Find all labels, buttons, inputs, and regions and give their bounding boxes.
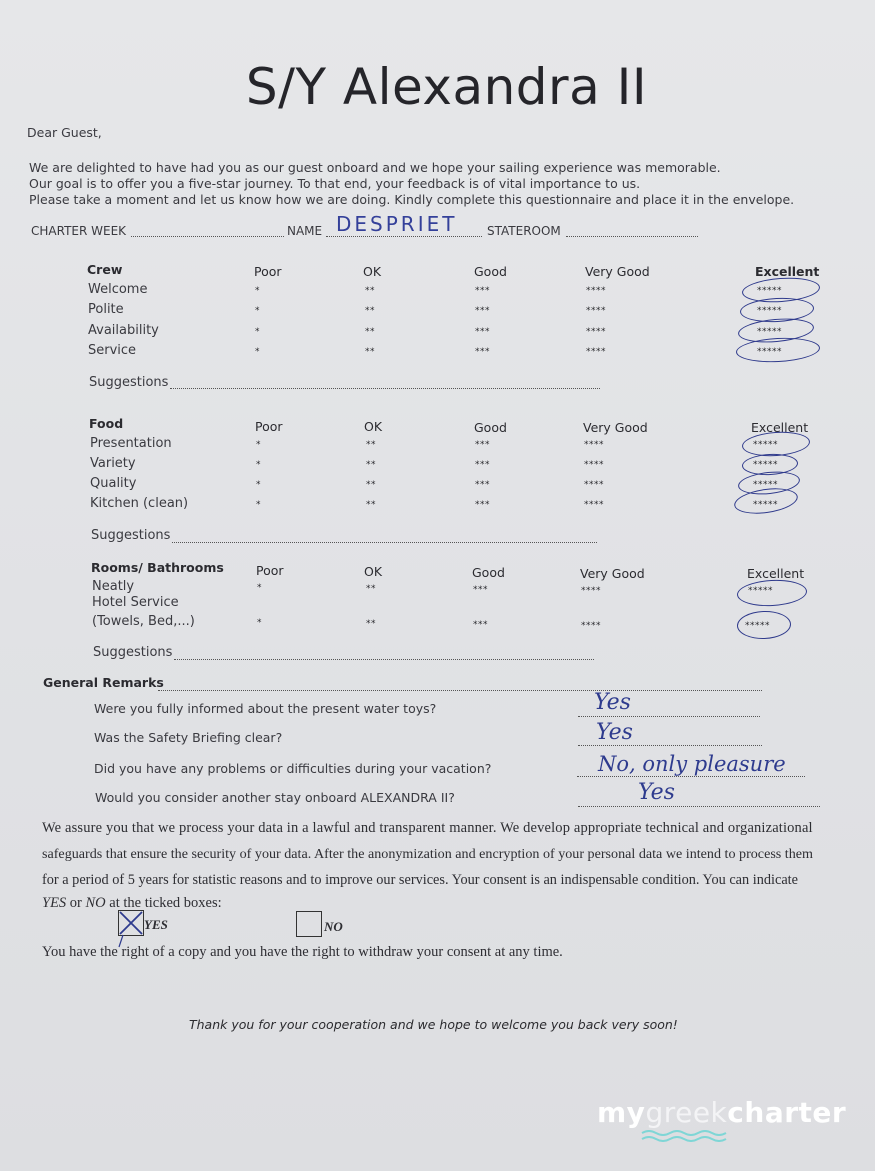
rating-good[interactable]: *** xyxy=(475,500,490,510)
rating-excellent[interactable]: ***** xyxy=(753,500,778,510)
rating-poor[interactable]: * xyxy=(255,327,260,337)
rating-ok[interactable]: ** xyxy=(366,480,376,490)
question-safety-briefing: Was the Safety Briefing clear? xyxy=(94,730,283,745)
rating-excellent[interactable]: ***** xyxy=(748,586,773,596)
greeting: Dear Guest, xyxy=(27,125,102,140)
rating-ok[interactable]: ** xyxy=(365,286,375,296)
name-label: NAME xyxy=(287,224,323,238)
no-checkbox[interactable] xyxy=(296,911,322,937)
food-row-quality: Quality xyxy=(90,476,137,491)
food-col-ok: OK xyxy=(364,419,383,434)
crew-suggestions-label: Suggestions xyxy=(89,375,169,390)
food-col-excellent: Excellent xyxy=(751,420,809,435)
rating-poor[interactable]: * xyxy=(255,347,260,357)
rating-very-good[interactable]: **** xyxy=(584,500,604,510)
rating-very-good[interactable]: **** xyxy=(586,286,606,296)
rooms-col-good: Good xyxy=(472,565,505,580)
rating-very-good[interactable]: **** xyxy=(586,306,606,316)
no-word: NO xyxy=(85,895,106,911)
crew-heading: Crew xyxy=(87,262,123,277)
rating-good[interactable]: *** xyxy=(475,306,490,316)
stateroom-field[interactable] xyxy=(566,236,698,237)
crew-suggestions-field[interactable] xyxy=(170,388,600,389)
logo-part-charter: charter xyxy=(727,1096,847,1129)
general-remarks-heading: General Remarks xyxy=(43,675,164,690)
rating-poor[interactable]: * xyxy=(257,618,262,628)
rating-good[interactable]: *** xyxy=(475,440,490,450)
rights-text: You have the right of a copy and you have the right to withdraw your consent at any time. xyxy=(42,944,563,960)
rating-poor[interactable]: * xyxy=(256,500,261,510)
crew-col-good: Good xyxy=(474,264,507,279)
yes-checkbox[interactable] xyxy=(118,910,144,936)
consent-line-3: for a period of 5 years for statistic reasons and to improve our services. Your consent is an indispensable condition. You can indicate xyxy=(42,872,798,888)
handwritten-answer: Yes xyxy=(596,720,633,745)
stateroom-label: STATEROOM xyxy=(487,224,561,238)
rating-good[interactable]: *** xyxy=(475,347,490,357)
answer-line[interactable] xyxy=(578,716,760,717)
rooms-col-excellent: Excellent xyxy=(747,566,805,581)
charter-week-field[interactable] xyxy=(131,236,284,237)
handwritten-answer: No, only pleasure xyxy=(598,752,786,776)
food-suggestions-label: Suggestions xyxy=(91,528,171,543)
rooms-heading: Rooms/ Bathrooms xyxy=(91,560,224,575)
rooms-col-very-good: Very Good xyxy=(580,566,645,581)
intro-line-2: Our goal is to offer you a five-star journey. To that end, your feedback is of vital importance to us. xyxy=(29,176,641,191)
rating-very-good[interactable]: **** xyxy=(581,621,601,631)
rating-ok[interactable]: ** xyxy=(366,500,376,510)
rating-ok[interactable]: ** xyxy=(366,619,376,629)
form-title: S/Y Alexandra II xyxy=(245,58,648,116)
mygreekcharter-logo xyxy=(597,1096,846,1129)
answer-line[interactable] xyxy=(577,776,805,777)
food-col-good: Good xyxy=(474,420,507,435)
rating-excellent[interactable]: ***** xyxy=(757,306,782,316)
rooms-row-towels-bed: (Towels, Bed,...) xyxy=(92,614,195,629)
food-heading: Food xyxy=(89,416,124,431)
rating-good[interactable]: *** xyxy=(473,585,488,595)
rating-poor[interactable]: * xyxy=(256,460,261,470)
question-problems: Did you have any problems or difficulties during your vacation? xyxy=(94,761,492,776)
rating-ok[interactable]: ** xyxy=(365,327,375,337)
rating-poor[interactable]: * xyxy=(257,583,262,593)
general-remarks-field[interactable] xyxy=(158,690,762,691)
crew-col-excellent: Excellent xyxy=(755,264,820,279)
rooms-row-hotel-service: Hotel Service xyxy=(92,595,179,610)
rating-ok[interactable]: ** xyxy=(366,460,376,470)
rating-very-good[interactable]: **** xyxy=(584,440,604,450)
answer-line[interactable] xyxy=(578,745,762,746)
question-water-toys: Were you fully informed about the present water toys? xyxy=(94,701,437,716)
rating-excellent[interactable]: ***** xyxy=(757,286,782,296)
crew-row-welcome: Welcome xyxy=(88,282,148,297)
rating-excellent[interactable]: ***** xyxy=(745,621,770,631)
food-suggestions-field[interactable] xyxy=(172,542,597,543)
closing-text: Thank you for your cooperation and we hope to welcome you back very soon! xyxy=(189,1017,678,1032)
rating-excellent[interactable]: ***** xyxy=(757,327,782,337)
rating-excellent[interactable]: ***** xyxy=(757,347,782,357)
excellent-circle-mark xyxy=(736,578,807,608)
rating-good[interactable]: *** xyxy=(475,480,490,490)
crew-row-availability: Availability xyxy=(88,323,159,338)
answer-line[interactable] xyxy=(578,806,820,807)
rating-good[interactable]: *** xyxy=(473,620,488,630)
crew-col-very-good: Very Good xyxy=(585,264,650,279)
rating-poor[interactable]: * xyxy=(256,480,261,490)
ticked-boxes-text: at the ticked boxes: xyxy=(105,895,222,911)
crew-col-poor: Poor xyxy=(254,264,282,279)
food-row-presentation: Presentation xyxy=(90,436,172,451)
rating-poor[interactable]: * xyxy=(255,306,260,316)
food-row-kitchen: Kitchen (clean) xyxy=(90,496,189,511)
wave-icon xyxy=(640,1128,732,1142)
rating-ok[interactable]: ** xyxy=(365,347,375,357)
consent-line-1: We assure you that we process your data in a lawful and transparent manner. We develop appropriate technical and organizational xyxy=(42,820,813,836)
rating-ok[interactable]: ** xyxy=(365,306,375,316)
checkmark-icon xyxy=(119,911,143,935)
rating-excellent[interactable]: ***** xyxy=(753,440,778,450)
rooms-suggestions-field[interactable] xyxy=(174,659,594,660)
food-col-very-good: Very Good xyxy=(583,420,648,435)
name-handwritten-value: DESPRIET xyxy=(336,212,458,236)
question-another-stay: Would you consider another stay onboard ALEXANDRA II? xyxy=(95,790,455,805)
rating-very-good[interactable]: **** xyxy=(584,460,604,470)
rating-very-good[interactable]: **** xyxy=(586,347,606,357)
rooms-suggestions-label: Suggestions xyxy=(93,645,173,660)
yes-checkbox-label: YES xyxy=(144,917,168,932)
rating-very-good[interactable]: **** xyxy=(586,327,606,337)
rating-very-good[interactable]: **** xyxy=(581,586,601,596)
rating-ok[interactable]: ** xyxy=(366,440,376,450)
rating-excellent[interactable]: ***** xyxy=(753,460,778,470)
food-row-variety: Variety xyxy=(90,456,136,471)
consent-line-2: safeguards that ensure the security of your data. After the anonymization and encryption of your personal data we intend to process them xyxy=(42,846,813,862)
crew-col-ok: OK xyxy=(363,264,382,279)
crew-row-service: Service xyxy=(88,343,137,358)
food-col-poor: Poor xyxy=(255,419,283,434)
rating-good[interactable]: *** xyxy=(475,327,490,337)
or-word: or xyxy=(66,895,86,911)
excellent-circle-mark xyxy=(737,610,792,640)
crew-row-polite: Polite xyxy=(88,302,124,317)
yes-word: YES xyxy=(42,895,67,911)
rating-good[interactable]: *** xyxy=(475,460,490,470)
rating-excellent[interactable]: ***** xyxy=(753,480,778,490)
logo-part-greek: greek xyxy=(645,1096,728,1129)
no-checkbox-label: NO xyxy=(324,919,343,934)
rooms-row-neatly: Neatly xyxy=(92,579,135,594)
name-field[interactable] xyxy=(326,236,482,237)
logo-part-my: my xyxy=(597,1096,646,1129)
rating-good[interactable]: *** xyxy=(475,286,490,296)
intro-line-1: We are delighted to have had you as our guest onboard and we hope your sailing experience was memorable. xyxy=(29,160,721,175)
charter-week-label: CHARTER WEEK xyxy=(31,224,127,238)
rating-poor[interactable]: * xyxy=(256,440,261,450)
handwritten-answer: Yes xyxy=(594,690,631,715)
rooms-col-ok: OK xyxy=(364,564,383,579)
handwritten-answer: Yes xyxy=(638,780,675,805)
rooms-col-poor: Poor xyxy=(256,563,284,578)
rating-ok[interactable]: ** xyxy=(366,584,376,594)
rating-very-good[interactable]: **** xyxy=(584,480,604,490)
rating-poor[interactable]: * xyxy=(255,286,260,296)
intro-line-3: Please take a moment and let us know how we are doing. Kindly complete this questionnaire and place it in the envelope. xyxy=(29,192,795,207)
